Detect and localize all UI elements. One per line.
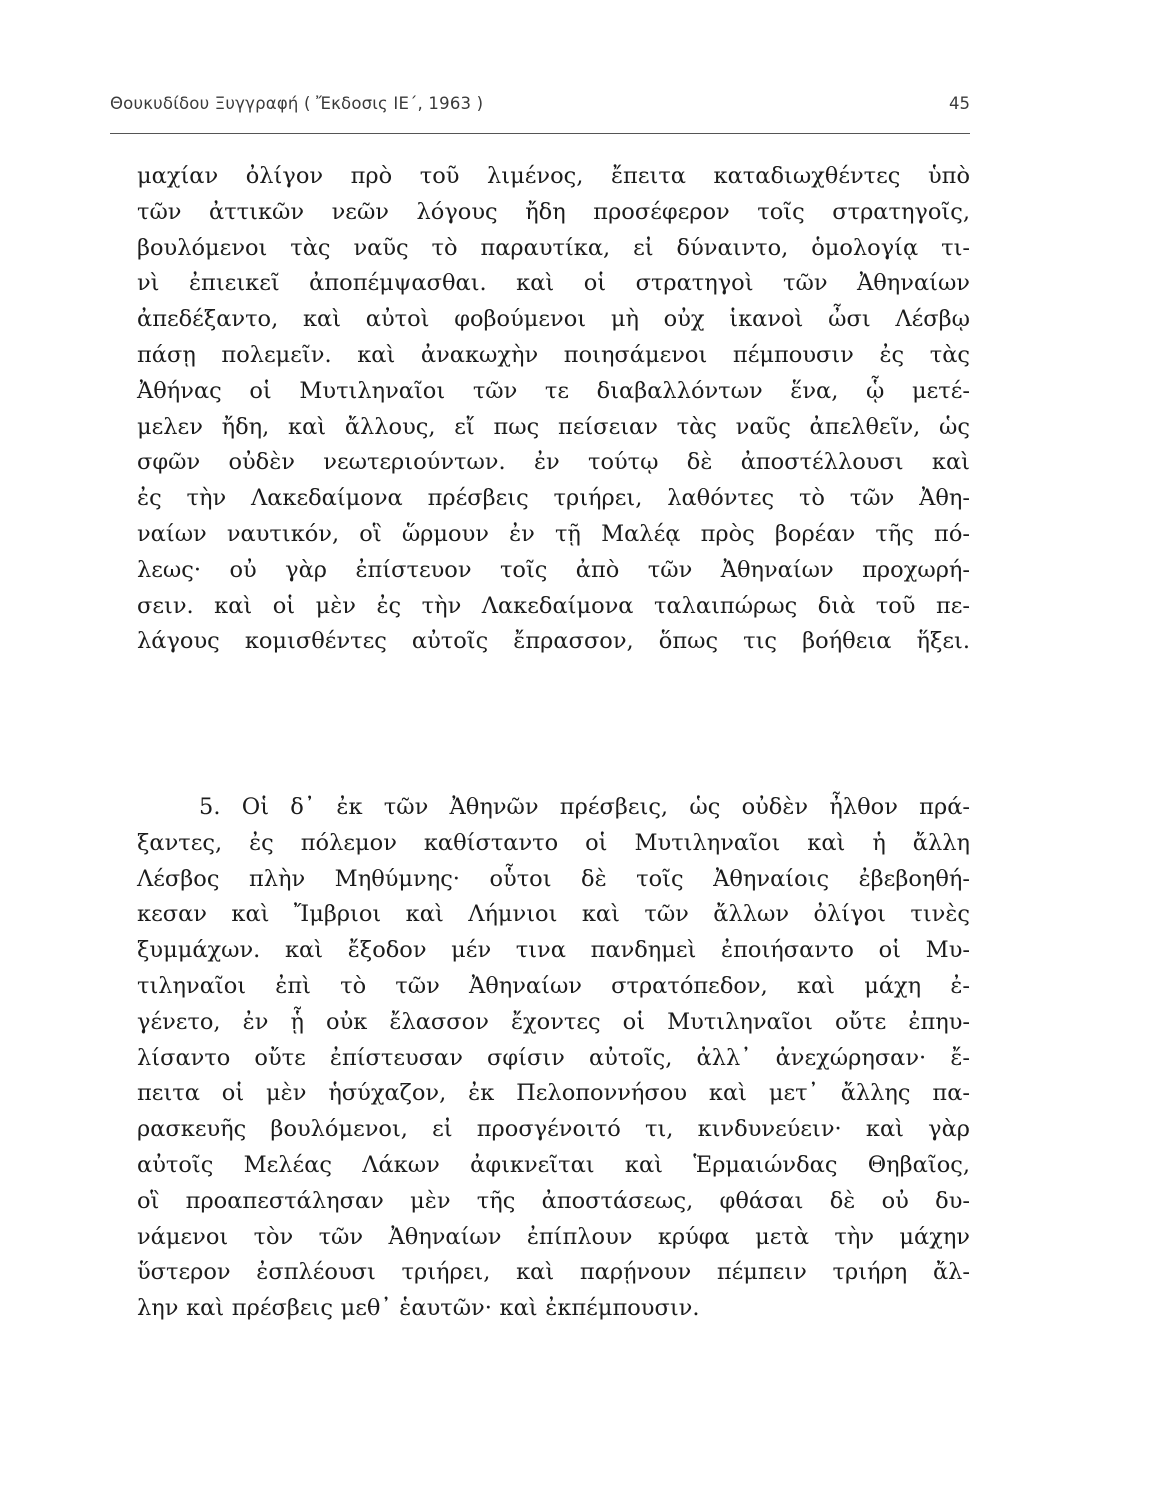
paragraph-1 bbox=[137, 159, 970, 660]
text-line: λεως· οὐ γὰρ ἐπίστευον τοῖς ἀπὸ τῶν Ἀθηναίων προχωρή- bbox=[137, 556, 970, 583]
header-title: Θουκυδίδου Ξυγγραφή ( Ἔκδοσις ΙΕ΄, 1963 ) bbox=[110, 94, 484, 113]
text-line: νάμενοι τὸν τῶν Ἀθηναίων ἐπίπλουν κρύφα μετὰ τὴν μάχην bbox=[137, 1223, 970, 1250]
text-line: οἳ προαπεστάλησαν μὲν τῆς ἀποστάσεως, φθάσαι δὲ οὐ δυ- bbox=[137, 1187, 970, 1214]
text-line: σειν. καὶ οἱ μὲν ἐς τὴν Λακεδαίμονα ταλαιπώρως διὰ τοῦ πε- bbox=[137, 592, 970, 619]
text-line: ναίων ναυτικόν, οἳ ὥρμουν ἐν τῇ Μαλέᾳ πρὸς βορέαν τῆς πό- bbox=[137, 520, 970, 547]
text-line: ξαντες, ἐς πόλεμον καθίσταντο οἱ Μυτιληναῖοι καὶ ἡ ἄλλη bbox=[137, 829, 970, 856]
text-line: ξυμμάχων. καὶ ἔξοδον μέν τινα πανδημεὶ ἐποιήσαντο οἱ Μυ- bbox=[137, 937, 970, 964]
text-line: βουλόμενοι τὰς ναῦς τὸ παραυτίκα, εἰ δύναιντο, ὁμολογίᾳ τι- bbox=[137, 234, 970, 261]
text-line: ἐς τὴν Λακεδαίμονα πρέσβεις τριήρει, λαθόντες τὸ τῶν Ἀθη- bbox=[137, 485, 970, 512]
text-line: Λέσβος πλὴν Μηθύμνης· οὗτοι δὲ τοῖς Ἀθηναίοις ἐβεβοηθή- bbox=[137, 865, 970, 892]
text-line: αὐτοῖς Μελέας Λάκων ἀφικνεῖται καὶ Ἑρμαιώνδας Θηβαῖος, bbox=[137, 1151, 970, 1178]
text-line: μελεν ἤδη, καὶ ἄλλους, εἴ πως πείσειαν τὰς ναῦς ἀπελθεῖν, ὡς bbox=[137, 413, 970, 440]
paragraph-2 bbox=[137, 790, 970, 1327]
text-line: κεσαν καὶ Ἴμβριοι καὶ Λήμνιοι καὶ τῶν ἄλλων ὀλίγοι τινὲς bbox=[137, 901, 970, 928]
text-line: λην καὶ πρέσβεις μεθ᾽ ἑαυτῶν· καὶ ἐκπέμπουσιν. bbox=[137, 1295, 700, 1322]
text-line: πειτα οἱ μὲν ἡσύχαζον, ἐκ Πελοποννήσου καὶ μετ᾽ ἄλλης πα- bbox=[137, 1080, 970, 1107]
text-line: τῶν ἀττικῶν νεῶν λόγους ἤδη προσέφερον τοῖς στρατηγοῖς, bbox=[137, 198, 970, 225]
text-line: πάσῃ πολεμεῖν. καὶ ἀνακωχὴν ποιησάμενοι πέμπουσιν ἐς τὰς bbox=[137, 341, 970, 368]
text-line: 5. Οἱ δ᾽ ἐκ τῶν Ἀθηνῶν πρέσβεις, ὡς οὐδὲν ἦλθον πρά- bbox=[199, 794, 970, 820]
text-line: γένετο, ἐν ᾗ οὐκ ἔλασσον ἔχοντες οἱ Μυτιληναῖοι οὔτε ἐπηυ- bbox=[137, 1008, 970, 1035]
text-line: μαχίαν ὀλίγον πρὸ τοῦ λιμένος, ἔπειτα καταδιωχθέντες ὑπὸ bbox=[137, 163, 970, 189]
text-line: ἀπεδέξαντο, καὶ αὐτοὶ φοβούμενοι μὴ οὐχ ἱκανοὶ ὦσι Λέσβῳ bbox=[137, 306, 970, 333]
text-line: τιληναῖοι ἐπὶ τὸ τῶν Ἀθηναίων στρατόπεδον, καὶ μάχη ἐ- bbox=[137, 972, 970, 999]
page-number: 45 bbox=[949, 94, 970, 113]
text-line: ὕστερον ἐσπλέουσι τριήρει, καὶ παρῄνουν πέμπειν τριήρη ἄλ- bbox=[137, 1259, 970, 1286]
text-line: σφῶν οὐδὲν νεωτεριούντων. ἐν τούτῳ δὲ ἀποστέλλουσι καὶ bbox=[137, 449, 970, 476]
running-header bbox=[110, 94, 970, 134]
text-line: Ἀθήνας οἱ Μυτιληναῖοι τῶν τε διαβαλλόντων ἕνα, ᾧ μετέ- bbox=[137, 377, 970, 404]
text-line: νὶ ἐπιεικεῖ ἀποπέμψασθαι. καὶ οἱ στρατηγοὶ τῶν Ἀθηναίων bbox=[137, 270, 970, 297]
text-line: λάγους κομισθέντες αὐτοῖς ἔπρασσον, ὅπως τις βοήθεια ἥξει. bbox=[137, 628, 970, 655]
text-line: ρασκευῆς βουλόμενοι, εἰ προσγένοιτό τι, κινδυνεύειν· καὶ γὰρ bbox=[137, 1116, 970, 1143]
text-line: λίσαντο οὔτε ἐπίστευσαν σφίσιν αὐτοῖς, ἀλλ᾽ ἀνεχώρησαν· ἔ- bbox=[137, 1044, 970, 1071]
